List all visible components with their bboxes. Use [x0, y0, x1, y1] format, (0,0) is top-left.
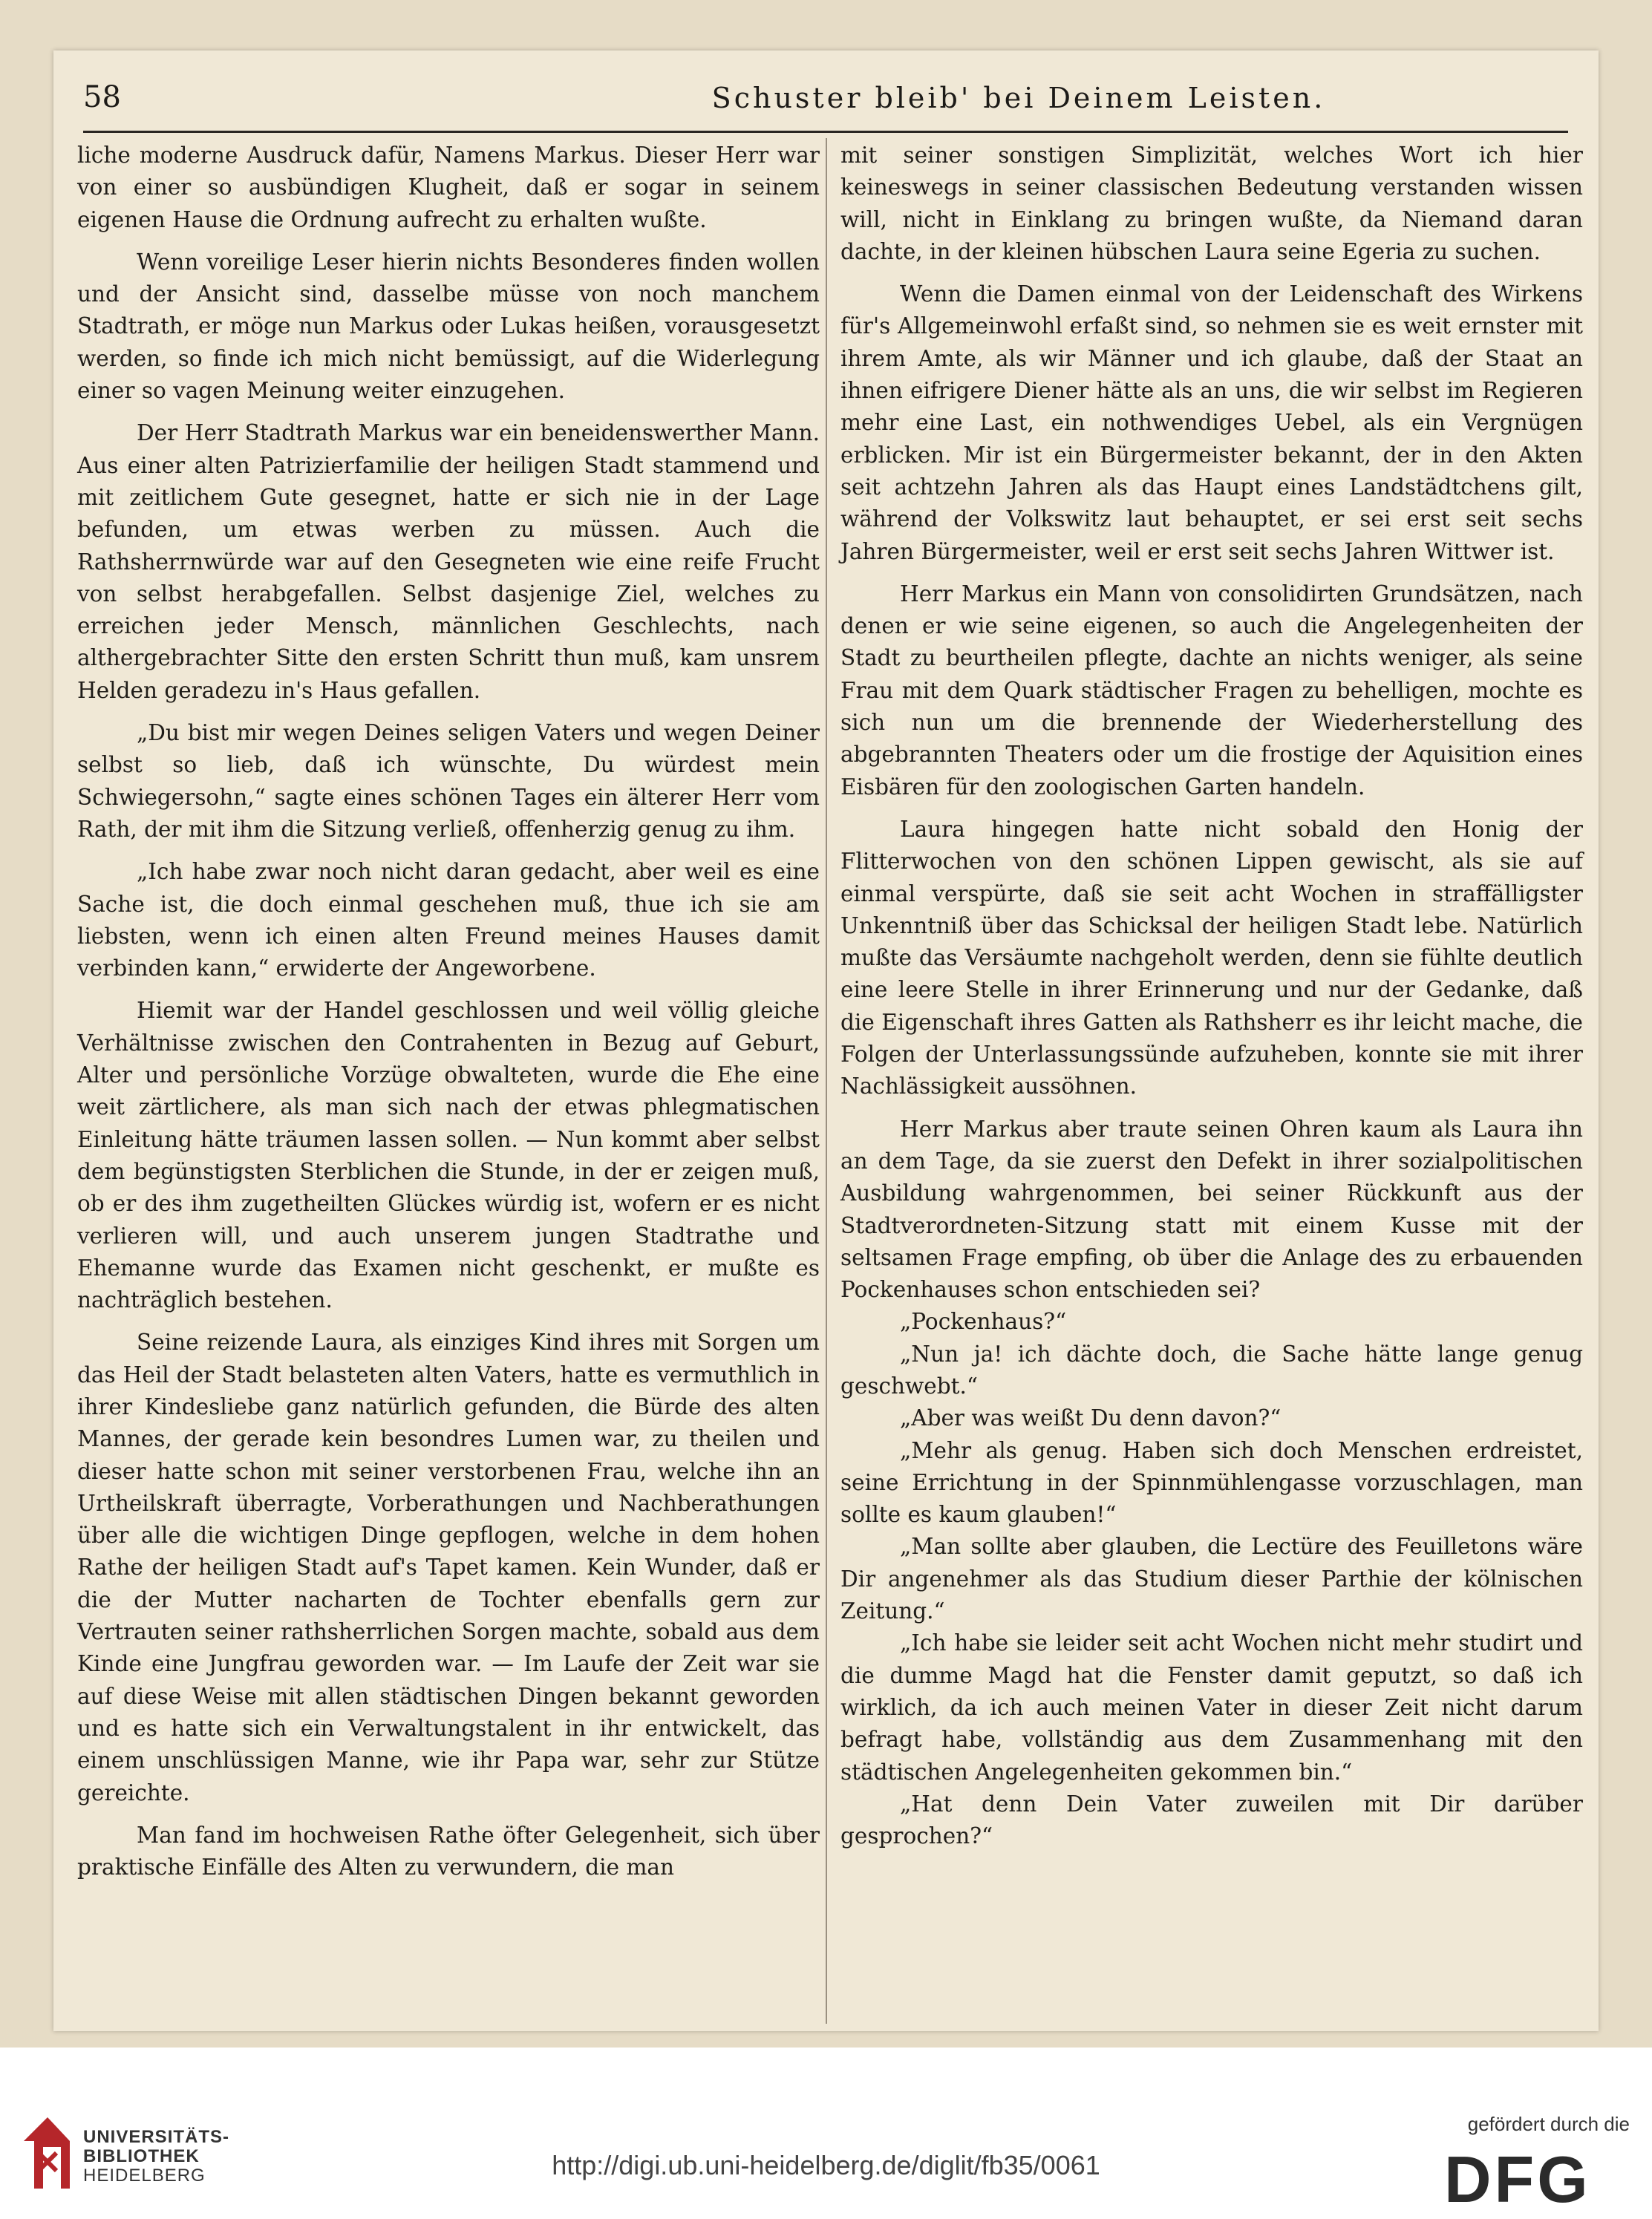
right-column [840, 140, 1583, 1852]
left-column [77, 140, 820, 1883]
paragraph: Hiemit war der Handel geschlossen und weil völlig gleiche Verhältnisse zwischen den Contrahenten in Bezug auf Geburt, Alter und persönliche Vorzüge obwalteten, wurde die Ehe eine weit zärtlichere, als man sich nach der etwas phlegmatischen Einleitung hätte träumen lassen sollen. — Nun kommt aber selbst dem begünstigsten Sterblichen die Stunde, in der er zeigen muß, ob er des ihm zugetheilten Glückes würdig ist, wofern er es nicht verlieren will, und auch unserem jungen Stadtrathe und Ehemanne wurde das Examen nicht geschenkt, er mußte es nachträglich bestehen. [77, 998, 820, 1313]
viewer-footer [0, 2048, 1652, 2219]
running-title: Schuster bleib' bei Deinem Leisten. [711, 82, 1326, 114]
library-name-line: HEIDELBERG [83, 2166, 206, 2186]
paragraph: Herr Markus ein Mann von consolidirten Grundsätzen, nach denen er wie seine eigenen, so auch die Angelegenheiten der Stadt zu beurtheilen pflegte, dachte an nichts weniger, als seine Frau mit dem Quark städtischer Fragen zu behelligen, mochte es sich nun um die brennende der Wiederherstellung des abgebrannten Theaters oder um die frostige der Aquisition eines Eisbären für den zoologischen Garten handeln. [840, 581, 1583, 800]
dialogue-line: „Nun ja! ich dächte doch, die Sache hätte lange genug geschwebt.“ [840, 1341, 1583, 1399]
paragraph: „Ich habe zwar noch nicht daran gedacht, aber weil es eine Sache ist, die doch einmal geschehen muß, thue ich sie am liebsten, wenn ich einen alten Freund meines Hauses damit verbinden kann,“ erwiderte der Angeworbene. [77, 859, 820, 981]
page-header [83, 79, 1568, 133]
dialogue-line: „Ich habe sie leider seit acht Wochen nicht mehr studirt und die dumme Magd hat die Fenster damit geputzt, so daß ich wirklich, da ich auch meinen Vater in dieser Zeit nicht darum befragt habe, vollständig aus dem Zusammenhang mit den städtischen Angelegenheiten gekommen bin.“ [840, 1630, 1583, 1785]
column-divider [826, 138, 827, 2024]
library-name-line: UNIVERSITÄTS- [83, 2127, 230, 2147]
paragraph: liche moderne Ausdruck dafür, Namens Markus. Dieser Herr war von einer so ausbündigen Klugheit, daß er sogar in seinem eigenen Hause die Ordnung aufrecht zu erhalten wußte. [77, 143, 820, 232]
page-number: 58 [83, 80, 121, 114]
paragraph: Herr Markus aber traute seinen Ohren kaum als Laura ihn an dem Tage, da sie zuerst den Defekt in ihrer sozialpolitischen Ausbildung wahrgenommen, bei seiner Rückkunft aus der Stadtverordneten-Sitzung statt mit einem Kusse mit der seltsamen Frage empfing, ob über die Anlage des zu erbauenden Pockenhauses schon entschieden sei? [840, 1116, 1583, 1303]
dialogue-line: „Man sollte aber glauben, die Lectüre des Feuilletons wäre Dir angenehmer als das Studium dieser Parthie der kölnischen Zeitung.“ [840, 1534, 1583, 1624]
permalink-url[interactable]: http://digi.ub.uni-heidelberg.de/diglit/fb35/0061 [552, 2150, 1100, 2180]
paragraph: Wenn voreilige Leser hierin nichts Besonderes finden wollen und der Ansicht sind, dasselbe müsse von noch manchem Stadtrath, er möge nun Markus oder Lukas heißen, vorausgesetzt werden, so finde ich mich nicht bemüssigt, auf die Widerlegung einer so vagen Meinung weiter einzugehen. [77, 249, 820, 404]
dfg-logo-text: DFG [1444, 2144, 1591, 2211]
paragraph: Wenn die Damen einmal von der Leidenschaft des Wirkens für's Allgemeinwohl erfaßt sind, so nehmen sie es weit ernster mit ihrem Amte, als wir Männer und ich glaube, daß der Staat an ihnen eifrigere Diener hätte als an uns, die wir selbst im Regieren mehr eine Last, ein nothwendiges Uebel, als ein Vergnügen erblicken. Mir ist ein Bürgermeister bekannt, der in den Akten seit achtzehn Jahren als das Haupt eines Landstädtchens gilt, während der Volkswitz laut behauptet, er sei erst seit sechs Jahren Bürgermeister, weil er erst seit sechs Jahren Wittwer ist. [840, 281, 1583, 564]
dialogue-line: „Aber was weißt Du denn davon?“ [900, 1405, 1282, 1431]
dfg-logo-icon[interactable] [1444, 2144, 1630, 2211]
paragraph: Der Herr Stadtrath Markus war ein beneidenswerther Mann. Aus einer alten Patrizierfamilie der heiligen Stadt stammend und mit zeitlichem Gute gesegnet, hatte er sich nie in der Lage befunden, um etwas werben zu müssen. Auch die Rathsherrnwürde war auf den Gesegneten wie eine reife Frucht von selbst herabgefallen. Selbst dasjenige Ziel, welches zu erreichen jeder Mensch, männlichen Geschlechts, nach althergebrachter Sitte den ersten Schritt thun muß, kam unsrem Helden geradezu in's Haus gefallen. [77, 420, 820, 703]
paragraph: Seine reizende Laura, als einziges Kind ihres mit Sorgen um das Heil der Stadt belasteten alten Vaters, hatte es vermuthlich in ihrer Kindesliebe ganz natürlich gefunden, die Bürde des alten Mannes, der gerade kein besondres Lumen war, zu theilen und dieser hatte schon mit seiner verstorbenen Frau, welche ihn an Urtheilskraft überragte, Vorberathungen und Nachberathungen über alle die wichtigen Dinge gepflogen, welche in dem hohen Rathe der heiligen Stadt auf's Tapet kamen. Kein Wunder, daß er die der Mutter nacharten de Tochter ebenfalls gern zur Vertrauten seiner rathsherrlichen Sorgen machte, sobald aus dem Kinde eine Jungfrau geworden war. — Im Laufe der Zeit war sie auf diese Weise mit allen städtischen Dingen bekannt geworden und es hatte sich ein Verwaltungstalent in ihr entwickelt, das einem unschlüssigen Manne, wie ihr Papa war, sehr zur Stütze gereichte. [77, 1330, 820, 1805]
library-name-line: BIBLIOTHEK [83, 2146, 200, 2166]
funding-note: gefördert durch die [1467, 2113, 1630, 2135]
dialogue-line: „Mehr als genug. Haben sich doch Menschen erdreistet, seine Errichtung in der Spinnmühlengasse vorzuschlagen, man sollte es kaum glauben!“ [840, 1437, 1583, 1528]
paragraph: Man fand im hochweisen Rathe öfter Gelegenheit, sich über praktische Einfälle des Alten zu verwundern, die man [77, 1822, 820, 1880]
dialogue-line: „Hat denn Dein Vater zuweilen mit Dir darüber gesprochen?“ [840, 1791, 1583, 1849]
paragraph: „Du bist mir wegen Deines seligen Vaters und wegen Deiner selbst so lieb, daß ich wünschte, Du würdest mein Schwiegersohn,“ sagte eines schönen Tages ein älterer Herr vom Rath, der mit ihm die Sitzung verließ, offenherzig genug zu ihm. [77, 720, 820, 842]
dialogue-line: „Pockenhaus?“ [900, 1309, 1067, 1335]
paragraph: mit seiner sonstigen Simplizität, welches Wort ich hier keineswegs in seiner classischen Bedeutung verstanden wissen will, nicht in Einklang zu bringen wußte, da Niemand daran dachte, in der kleinen hübschen Laura seine Egeria zu suchen. [840, 143, 1583, 264]
book-page [53, 50, 1599, 2031]
paragraph: Laura hingegen hatte nicht sobald den Honig der Flitterwochen von den schönen Lippen gewischt, als sie auf einmal verspürte, daß sie seit acht Wochen in straffälligster Unkenntniß über das Schicksal der heiligen Stadt lebe. Natürlich mußte das Versäumte nachgeholt werden, denn sie fühlte deutlich eine leere Stelle in ihrer Erinnerung und nur der Gedanke, daß die Eigenschaft ihres Gatten als Rathsherr es ihr leicht mache, die Folgen der Unterlassungssünde aufzuheben, konnte sie mit ihrer Nachlässigkeit aussöhnen. [840, 816, 1583, 1099]
